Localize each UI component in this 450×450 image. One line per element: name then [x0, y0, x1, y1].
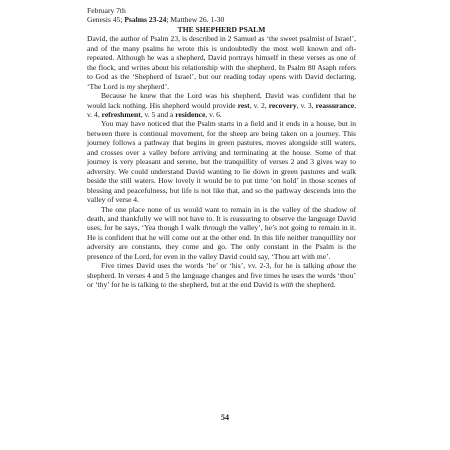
emphasis-about: about: [326, 261, 345, 271]
emphasis-through: through: [202, 223, 227, 233]
paragraph-1-end: shepherd’.: [135, 81, 169, 91]
reading-ref-matthew: ; Matthew 26. 1-30: [166, 15, 225, 25]
keyword-recovery: recovery: [268, 100, 297, 110]
keyword-residence: residence: [175, 109, 206, 119]
emphasis-to: to: [160, 280, 167, 290]
paragraph-5-end: the shepherd.: [293, 280, 336, 290]
paragraph-5-text: Five times David uses the words ‘he’ or ‘his’, vv. 2-3, for he is talking: [101, 261, 327, 271]
paragraph-2-ref-5: , v. 6.: [205, 109, 222, 119]
paragraph-5-middle: the shepherd. In verses 4 and 5 the language changes and five times he uses the words ‘thou’ or ‘thy’ for he is talking: [87, 261, 356, 290]
paragraph-3: You may have noticed that the Psalm starts in a field and it ends in a house, but in between there is continual movement, for the sheep are being taken on a journey. This journey follows a pathway that begins in green pastures, moves alongside still waters, and crosses over a valley before arriving and terminating at the house. Some of that journey is very pleasant and serene, but the tranquillity of verses 2 and 3 gives way to adversity. We could understand David wanting to lie down in green pastures and walk beside the still waters. How lovely it would be to put time ‘on hold’ in those scenes of blessing and peacefulness, but life is not like that, and so the pathway descends into the valley of verse 4.: [87, 119, 356, 205]
page-text-block: [87, 6, 356, 290]
keyword-refreshment: refreshment: [101, 109, 141, 119]
keyword-reassurance: reassurance: [315, 100, 355, 110]
paragraph-5-middle-2: the shepherd, but at the end David is: [166, 280, 281, 290]
paragraph-2-ref-2: , v. 3,: [296, 100, 316, 110]
devotional-title: THE SHEPHERD PSALM: [177, 24, 266, 34]
paragraph-2-ref-4: , v. 5 and a: [140, 109, 176, 119]
paragraph-2-ref-1: , v. 2,: [249, 100, 269, 110]
emphasis-my: my: [126, 81, 136, 91]
paragraph-4-end: the valley’, he’s not going to remain in it. He is confident that he will come out at the other end. In this life neither tranquillity nor adversity are constants, they come and go. The only constant in the Psalm is the presence of the Lord, for even in the valley David could say, ‘Thou art with me’.: [87, 223, 356, 261]
reading-ref-psalms: Psalms 23-24: [124, 15, 167, 25]
paragraph-4: [87, 205, 356, 262]
page-number: 54: [221, 413, 229, 422]
paragraph-2: [87, 91, 356, 119]
reading-references: [87, 15, 356, 24]
paragraph-4-text: The one place none of us would want to remain in is the valley of the shadow of death, and thankfully we will not have to. It is reassuring to observe the language David uses, for he says, ‘Yea though I walk: [87, 204, 356, 233]
reading-date: February 7th: [87, 6, 126, 15]
paragraph-1: [87, 34, 356, 91]
reading-ref-genesis: Genesis 45;: [87, 15, 125, 25]
paragraph-5: [87, 261, 356, 289]
keyword-rest: rest: [237, 100, 250, 110]
emphasis-with: with: [280, 280, 294, 290]
paragraph-2-text: Because he knew that the Lord was his shepherd, David was confident that he would lack nothing. His shepherd would provide: [87, 91, 356, 110]
paragraph-2-ref-3: , v. 4,: [87, 100, 356, 119]
paragraph-1-text: David, the author of Psalm 23, is described in 2 Samuel as ‘the sweet psalmist of Israel’, and of the many psalms he wrote this is undoubtedly the most well known and oft-repeated. Although he was a shepherd, David portrays himself in these verses as one of the flock, and writes about his relationship with the shepherd. In Psalm 80 Asaph refers to God as the ‘Shepherd of Israel’, but our reading today opens with David declaring, ‘The Lord is: [87, 34, 356, 91]
